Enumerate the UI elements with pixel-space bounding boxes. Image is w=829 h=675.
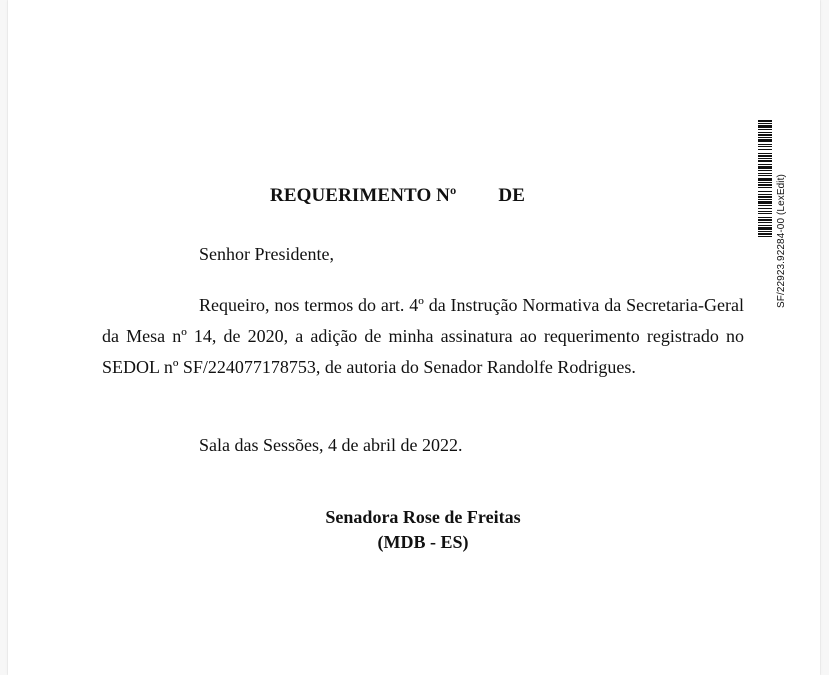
signatory-party: (MDB - ES): [377, 532, 469, 552]
barcode-icon: [758, 120, 772, 308]
document-page: [8, 0, 820, 675]
signature-block: [288, 505, 558, 555]
body-text: Requeiro, nos termos do art. 4º da Instrução Normativa da Secretaria-Geral da Mesa nº 14, de 2020, a adição de minha assinatura ao requerimento registrado no SEDOL nº SF/224077178753, de autoria do Senador Randolfe Rodrigues.: [102, 295, 744, 377]
barcode-label: SF/22923.92284-00 (LexEdit): [776, 174, 787, 308]
barcode-stamp: [758, 120, 798, 310]
salutation: Senhor Presidente,: [199, 244, 334, 264]
place-date: Sala das Sessões, 4 de abril de 2022.: [199, 435, 463, 455]
document-title: [270, 185, 570, 207]
body-paragraph: [102, 290, 744, 383]
document-title-suffix: DE: [498, 185, 525, 206]
document-title-main: REQUERIMENTO Nº: [270, 185, 457, 206]
signatory-name: Senadora Rose de Freitas: [325, 507, 521, 527]
